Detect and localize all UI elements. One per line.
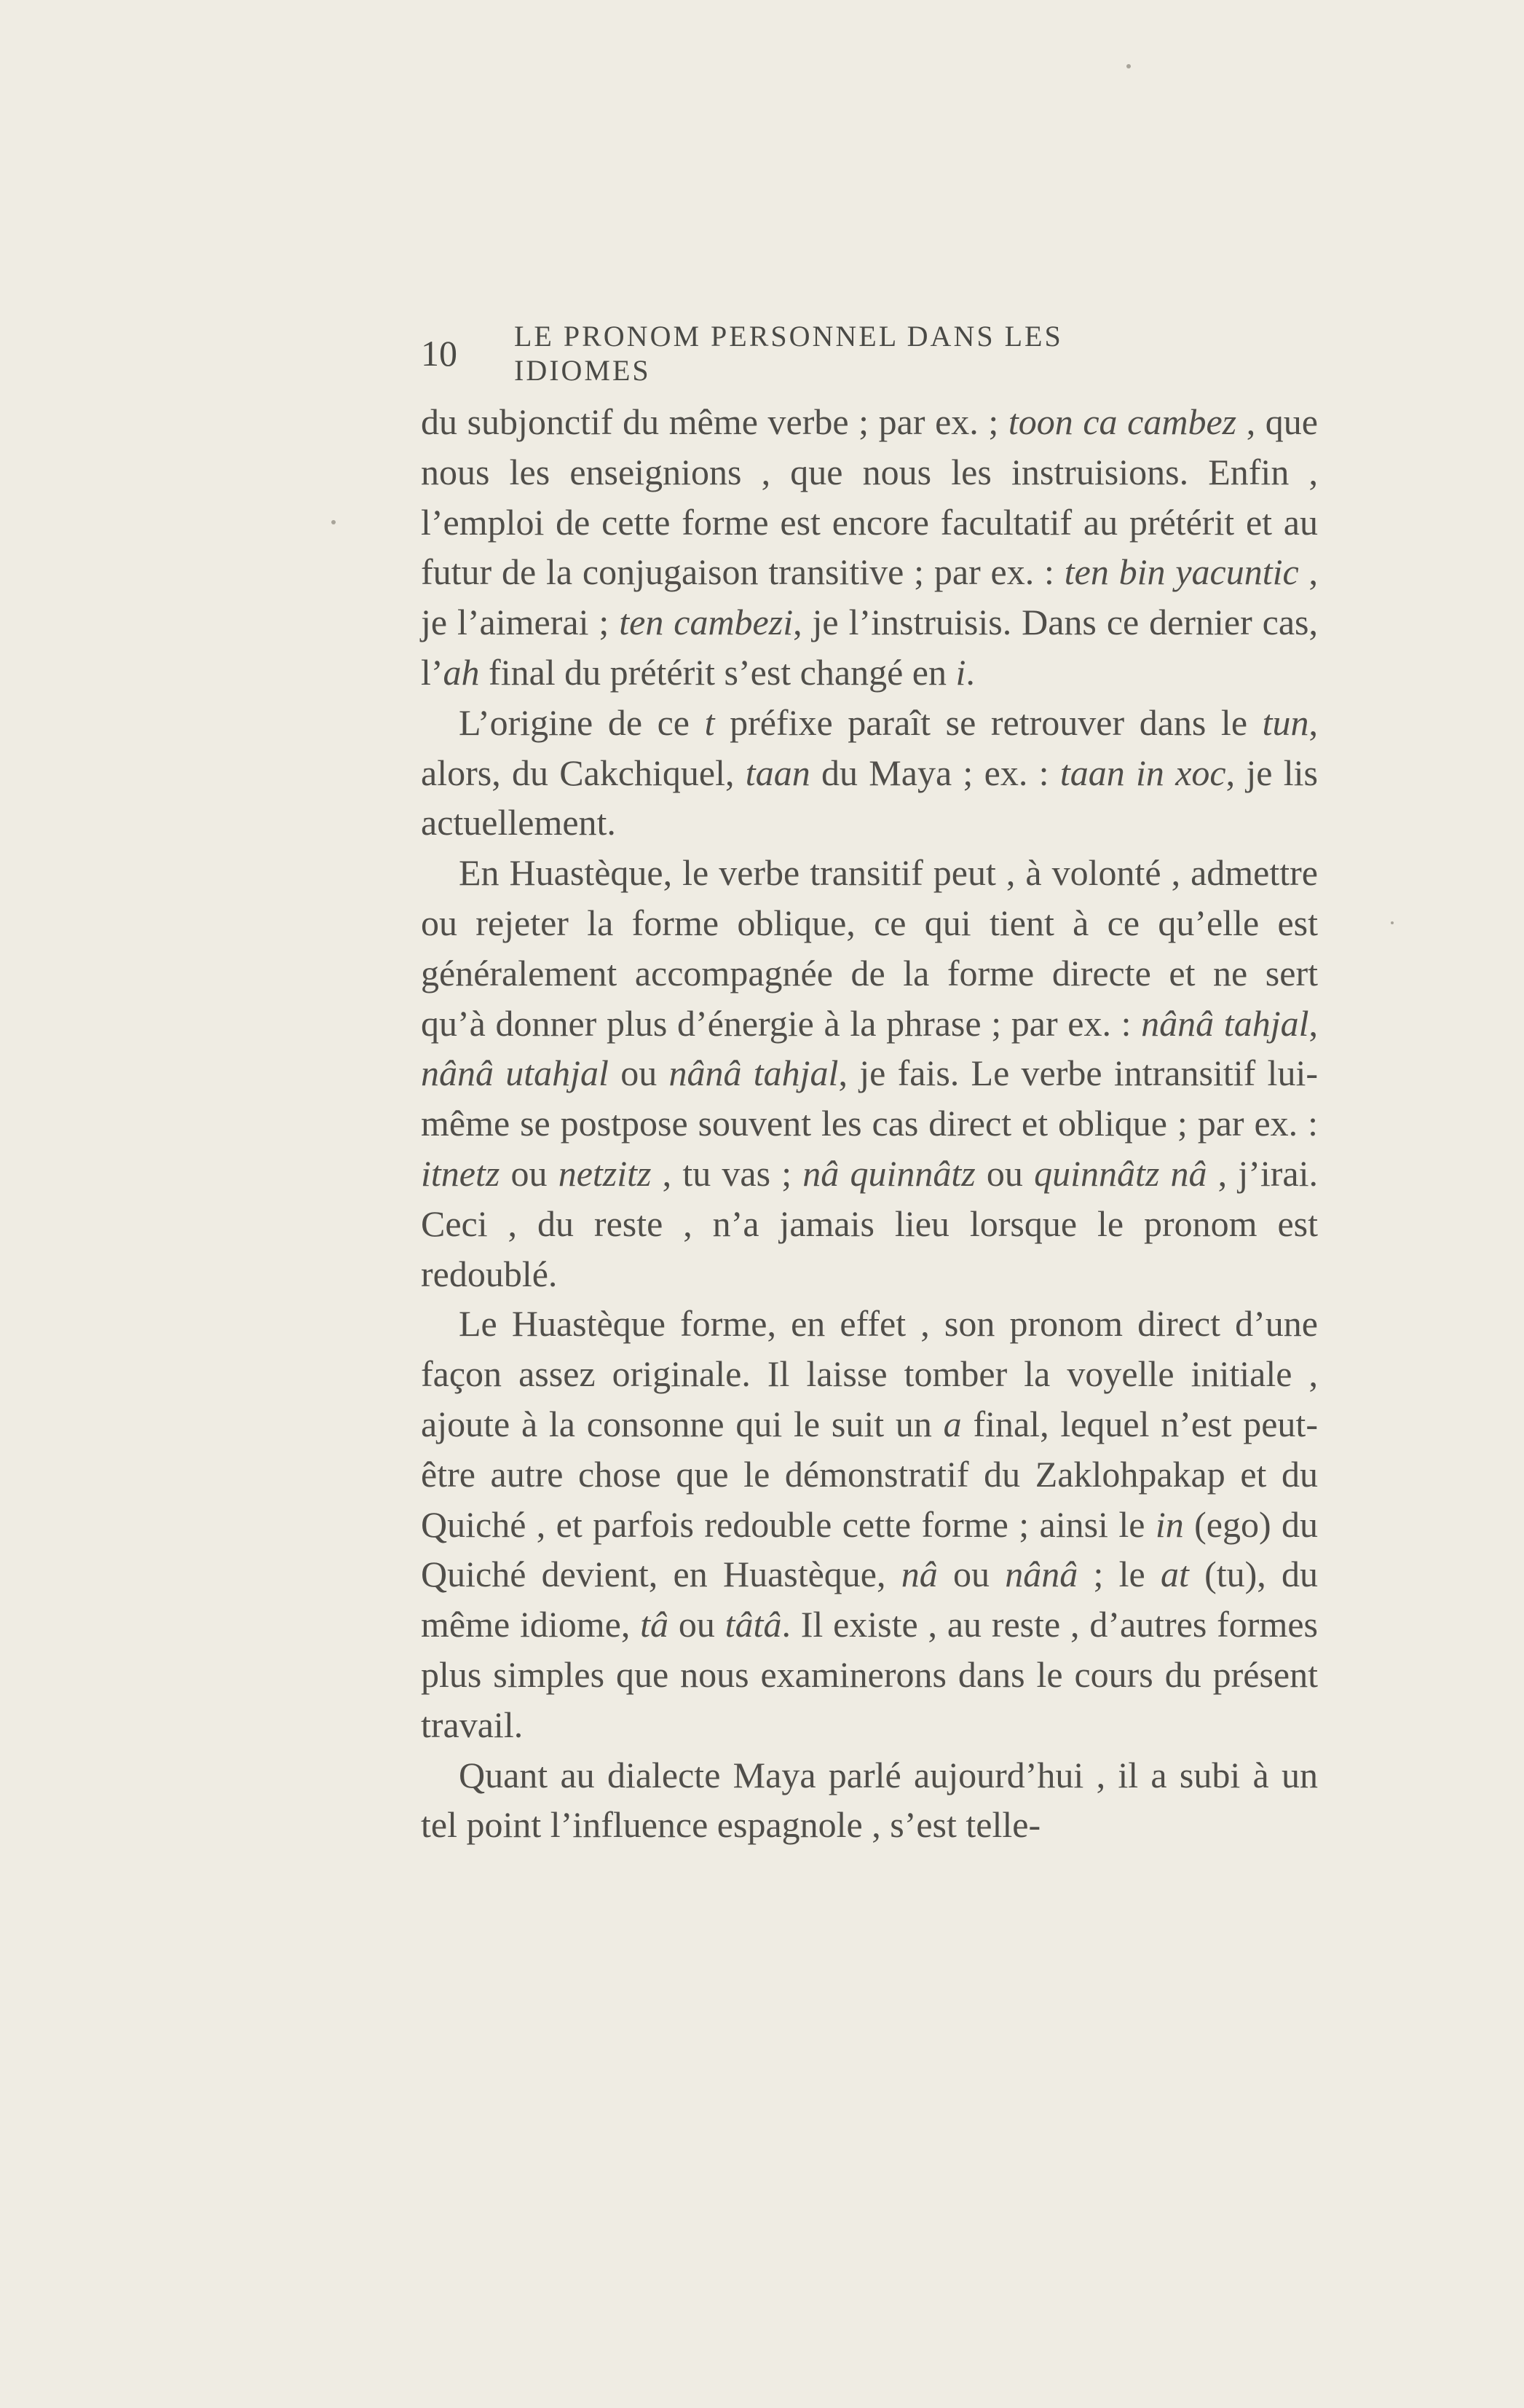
text-run: ou <box>668 1604 725 1645</box>
italic-term: at <box>1160 1554 1189 1595</box>
text-run: L’origine de ce <box>459 701 705 743</box>
italic-term: in <box>1155 1503 1184 1545</box>
running-title: LE PRONOM PERSONNEL DANS LES IDIOMES <box>514 320 1063 387</box>
text-run: , alors, du Cakchiquel, <box>421 701 1318 793</box>
text-run: (ego) du Quiché devient, en Huastèque, <box>421 1503 1318 1595</box>
italic-term: itnetz <box>421 1152 500 1194</box>
text-run: ou <box>608 1052 669 1094</box>
text-run: Quant au dialecte Maya parlé aujourd’hui , il a subi à un tel point l’influence espagnole , s’est telle- <box>421 1754 1318 1846</box>
paragraph <box>421 1299 1318 1750</box>
italic-term: nânâ <box>1005 1554 1078 1595</box>
italic-term: nânâ utahjal <box>421 1052 609 1094</box>
page-number: 10 <box>421 333 457 374</box>
italic-term: tâtâ <box>725 1604 782 1645</box>
paper-speck <box>1391 921 1394 924</box>
italic-term: nânâ tahjal <box>1141 1002 1309 1044</box>
italic-term: t <box>704 701 715 743</box>
italic-term: taan in xoc <box>1059 752 1226 793</box>
running-header <box>421 320 1193 387</box>
text-run: du subjonctif du même verbe ; par ex. ; <box>421 401 1008 442</box>
italic-term: tâ <box>640 1604 669 1645</box>
paper-speck <box>1126 64 1131 68</box>
italic-term: netzitz <box>558 1152 652 1194</box>
text-run: Le Huastèque forme, en effet , son pronom direct d’une façon assez originale. Il laisse tomber la voyelle initiale , ajoute à la consonne qui le suit un <box>421 1303 1318 1444</box>
text-run: final du prétérit s’est changé en <box>479 651 956 693</box>
text-run: , je l’instruisis. Dans ce dernier cas, l’ <box>421 602 1319 693</box>
text-run: , je lis actuellement. <box>421 752 1318 843</box>
text-run: du Maya ; ex. : <box>810 752 1060 793</box>
italic-term: toon ca cambez <box>1008 401 1237 442</box>
italic-term: ten cambezi <box>619 602 794 643</box>
italic-term: quinnâtz nâ <box>1034 1152 1207 1194</box>
paragraph <box>421 848 1318 1299</box>
italic-term: a <box>943 1403 962 1444</box>
italic-term: nâ <box>901 1554 938 1595</box>
text-run: , je fais. Le verbe intransitif lui-même se postpose souvent les cas direct et oblique ; par ex. : <box>421 1052 1318 1144</box>
paper-speck <box>331 520 336 524</box>
italic-term: taan <box>745 752 810 793</box>
text-run: , j’irai. Ceci , du reste , n’a jamais lieu lorsque le pronom est redoublé. <box>421 1152 1319 1294</box>
italic-term: ten bin yacuntic <box>1064 551 1299 593</box>
italic-term: nâ quinnâtz <box>802 1152 976 1194</box>
text-run: , tu vas ; <box>651 1152 803 1194</box>
text-run: final, lequel n’est peut-être autre chose que le démonstratif du Zaklohpakap et du Quiché , et parfois redouble cette forme ; ainsi le <box>421 1403 1318 1545</box>
paragraph <box>421 1750 1318 1851</box>
text-run: , je l’aimerai ; <box>421 551 1318 643</box>
text-run: ; le <box>1078 1554 1161 1595</box>
text-run: , <box>1308 1002 1318 1044</box>
paragraph <box>421 397 1318 698</box>
text-run: , que nous les enseignions , que nous les instruisions. Enfin , l’emploi de cette forme est encore facultatif au prétérit et au futur de la conjugaison transitive ; par ex. : <box>421 401 1318 593</box>
italic-term: tun <box>1262 701 1309 743</box>
text-run: (tu), du même idiome, <box>421 1554 1319 1645</box>
italic-term: ah <box>443 651 480 693</box>
paragraph <box>421 698 1318 848</box>
italic-term: i <box>955 651 966 693</box>
text-run: . Il existe , au reste , d’autres formes plus simples que nous examinerons dans le cours du présent travail. <box>421 1604 1318 1745</box>
text-run: ou <box>500 1152 558 1194</box>
text-run: ou <box>937 1554 1006 1595</box>
body-text <box>421 397 1318 1850</box>
text-run: ou <box>975 1152 1035 1194</box>
italic-term: nânâ tahjal <box>668 1052 839 1094</box>
text-run: En Huastèque, le verbe transitif peut , à volonté , admettre ou rejeter la forme oblique, ce qui tient à ce qu’elle est généralement accompagnée de la forme directe et ne sert qu’à donner plus d’énergie à la phrase ; par ex. : <box>421 852 1318 1044</box>
text-run: préfixe paraît se retrouver dans le <box>714 701 1263 743</box>
text-run: . <box>966 651 975 693</box>
